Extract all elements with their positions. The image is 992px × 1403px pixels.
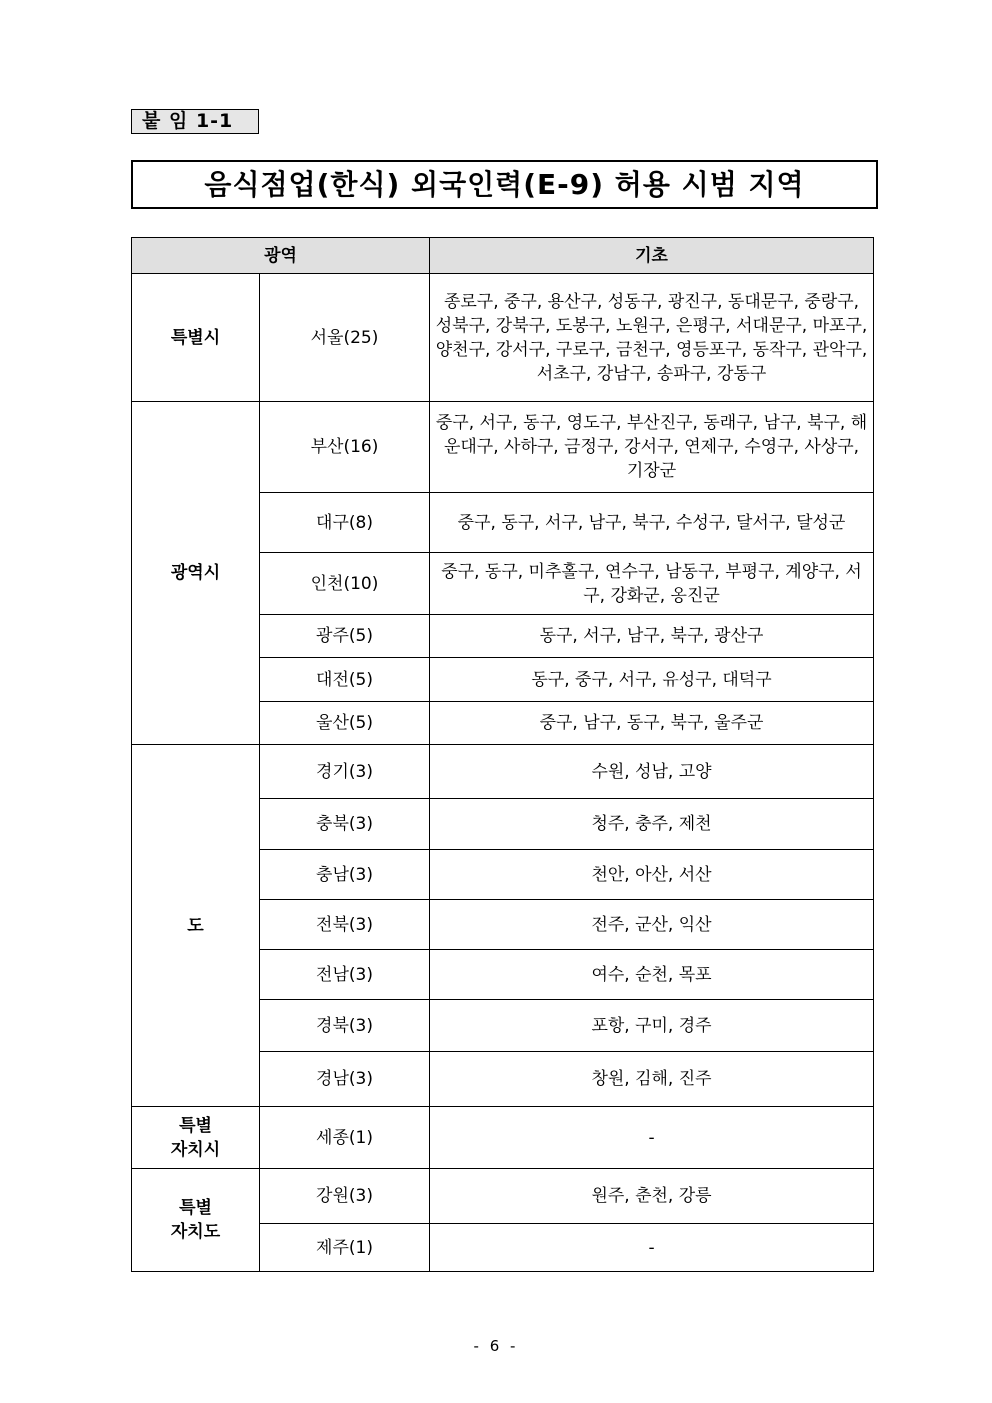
region-line: 특별	[179, 1198, 212, 1218]
basic-cell: 중구, 동구, 서구, 남구, 북구, 수성구, 달서구, 달성군	[430, 493, 874, 553]
basic-cell: 여수, 순천, 목포	[430, 950, 874, 1000]
header-basic: 기초	[430, 238, 874, 274]
table-row	[132, 1169, 874, 1224]
region-table	[131, 237, 874, 1272]
city-cell: 대구(8)	[260, 493, 430, 553]
city-cell: 부산(16)	[260, 402, 430, 493]
region-special-self-province	[132, 1169, 260, 1272]
basic-cell: 전주, 군산, 익산	[430, 900, 874, 950]
city-cell: 대전(5)	[260, 658, 430, 702]
document-title: 음식점업(한식) 외국인력(E-9) 허용 시범 지역	[131, 160, 878, 209]
basic-cell: 중구, 남구, 동구, 북구, 울주군	[430, 702, 874, 745]
city-cell: 제주(1)	[260, 1224, 430, 1272]
city-cell: 충북(3)	[260, 799, 430, 850]
table-row	[132, 745, 874, 799]
table-row	[132, 1107, 874, 1169]
region-line: 자치도	[170, 1222, 221, 1242]
city-cell: 경기(3)	[260, 745, 430, 799]
basic-cell: 중구, 동구, 미추홀구, 연수구, 남동구, 부평구, 계양구, 서구, 강화군, 옹진군	[430, 553, 874, 615]
city-cell: 충남(3)	[260, 850, 430, 900]
basic-cell: 중구, 서구, 동구, 영도구, 부산진구, 동래구, 남구, 북구, 해운대구, 사하구, 금정구, 강서구, 연제구, 수영구, 사상구, 기장군	[430, 402, 874, 493]
city-cell: 서울(25)	[260, 274, 430, 402]
basic-cell: 수원, 성남, 고양	[430, 745, 874, 799]
table-header-row	[132, 238, 874, 274]
region-special-self-city	[132, 1107, 260, 1169]
city-cell: 경북(3)	[260, 1000, 430, 1052]
attachment-tag: 붙 임 1-1	[131, 109, 259, 134]
table-row	[132, 402, 874, 493]
city-cell: 인천(10)	[260, 553, 430, 615]
region-special-city: 특별시	[132, 274, 260, 402]
basic-cell: -	[430, 1224, 874, 1272]
basic-cell: 종로구, 중구, 용산구, 성동구, 광진구, 동대문구, 중랑구, 성북구, 강북구, 도봉구, 노원구, 은평구, 서대문구, 마포구, 양천구, 강서구, 구로구, 금천구, 영등포구, 동작구, 관악구, 서초구, 강남구, 송파구, 강동구	[430, 274, 874, 402]
region-province: 도	[132, 745, 260, 1107]
city-cell: 전북(3)	[260, 900, 430, 950]
basic-cell: 원주, 춘천, 강릉	[430, 1169, 874, 1224]
basic-cell: 동구, 서구, 남구, 북구, 광산구	[430, 615, 874, 658]
region-metro-city: 광역시	[132, 402, 260, 745]
city-cell: 강원(3)	[260, 1169, 430, 1224]
header-area: 광역	[132, 238, 430, 274]
city-cell: 울산(5)	[260, 702, 430, 745]
basic-cell: 포항, 구미, 경주	[430, 1000, 874, 1052]
basic-cell: -	[430, 1107, 874, 1169]
basic-cell: 청주, 충주, 제천	[430, 799, 874, 850]
page-number: - 6 -	[473, 1337, 519, 1355]
city-cell: 경남(3)	[260, 1052, 430, 1107]
city-cell: 전남(3)	[260, 950, 430, 1000]
basic-cell: 창원, 김해, 진주	[430, 1052, 874, 1107]
region-line: 자치시	[170, 1139, 221, 1160]
region-line: 특별	[179, 1115, 212, 1136]
city-cell: 세종(1)	[260, 1107, 430, 1169]
table-row	[132, 274, 874, 402]
basic-cell: 동구, 중구, 서구, 유성구, 대덕구	[430, 658, 874, 702]
city-cell: 광주(5)	[260, 615, 430, 658]
basic-cell: 천안, 아산, 서산	[430, 850, 874, 900]
